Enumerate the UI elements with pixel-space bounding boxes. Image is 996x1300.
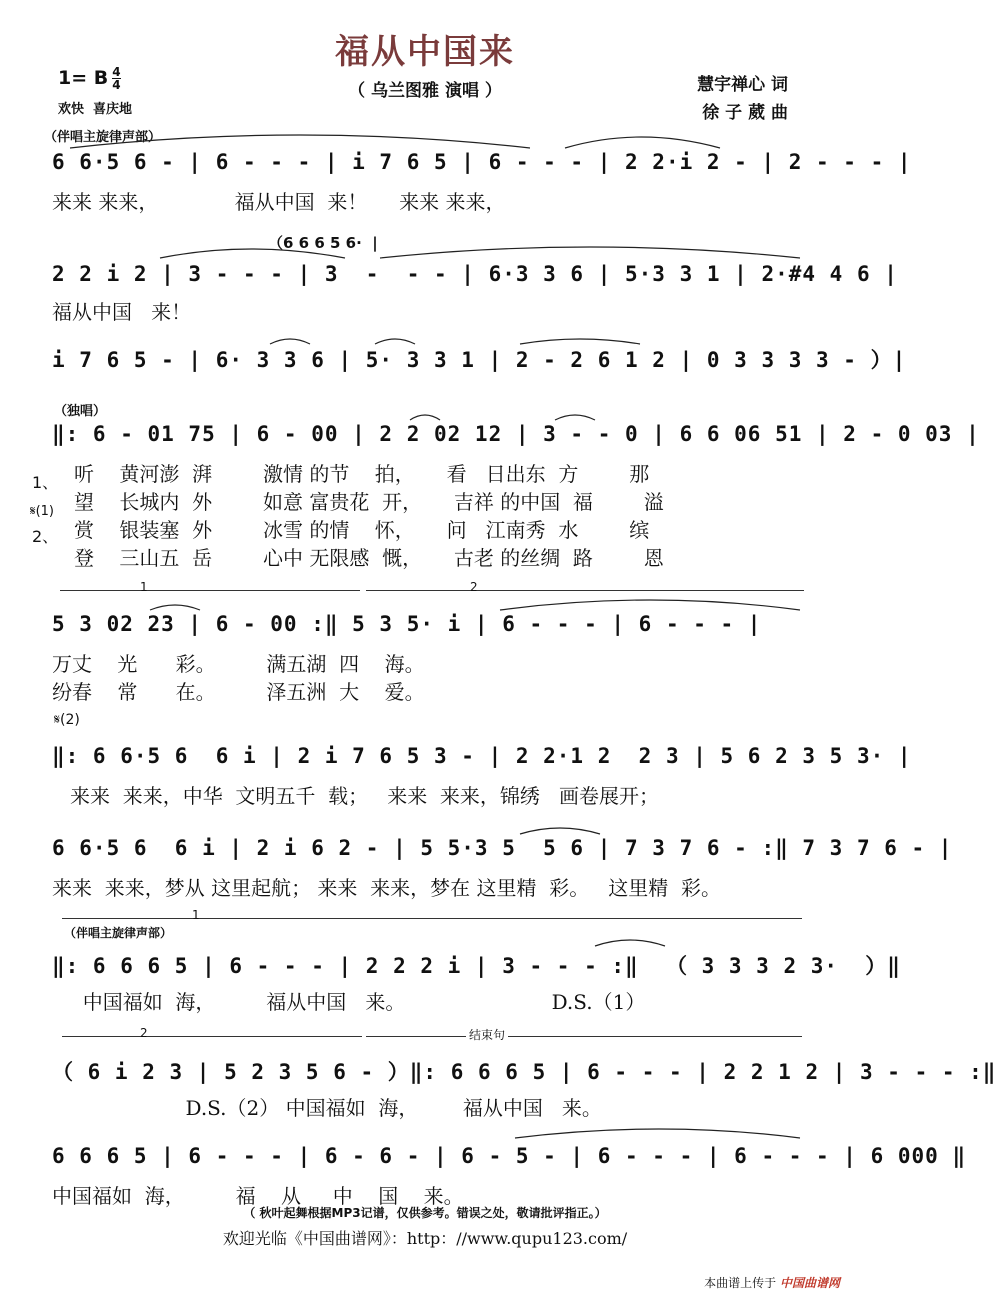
lyricist: 慧宇禅心 词 [697, 75, 788, 95]
row6-lyrics: 来来 来来，中华 文明五千 载； 来来 来来，锦绣 画卷展开； [70, 784, 660, 808]
page-title: 福从中国来 [335, 32, 515, 72]
row8-marker: （伴唱主旋律声部） [64, 926, 173, 940]
footer-note: （ 秋叶起舞根据MP3记谱，仅供参考。错误之处，敬请批评指正。） [243, 1206, 607, 1220]
time-denominator: 4 [112, 78, 121, 92]
row2-marker: （6 6 6 5 6· | [268, 234, 378, 252]
row8-volta-label: 1 [192, 908, 200, 922]
row4-lyrics-verse3: 赏 银装塞 外 冰雪 的情 怀， 问 江南秀 水 缤 [74, 518, 650, 542]
slur-arc [410, 415, 440, 420]
upload-prefix: 本曲谱上传于 [704, 1276, 777, 1290]
row5-lyrics-verse2: 纷春 常 在。 泽五洲 大 爱。 [52, 680, 425, 704]
slur-arc [270, 339, 310, 344]
slur-arc [160, 249, 345, 258]
row1-notes: 6 6·5 6 - | 6 - - - | i 7 6 5 | 6 - - - | 2 2·i 2 - | 2 - - - | [52, 150, 912, 174]
subtitle: （ 乌兰图雅 演唱 ） [348, 81, 502, 101]
row10-lyrics: 中国福如 海， 福 从 中 国 来。 [52, 1184, 464, 1208]
upload-site-logo[interactable]: 中国曲谱网 [779, 1276, 840, 1290]
slur-arc [555, 415, 595, 420]
row4-lyrics-verse4: 登 三山五 岳 心中 无限感 慨， 古老 的丝绸 路 恩 [74, 546, 664, 570]
row5-lyrics-verse1: 万丈 光 彩。 满五湖 四 海。 [52, 652, 425, 676]
slur-arc [595, 940, 665, 946]
composer: 徐 子 葳 曲 [702, 103, 788, 123]
slur-arc [565, 137, 720, 148]
segno-2-marker: 𝄋(2) [54, 712, 80, 728]
key-label: 1= B [58, 67, 109, 89]
row5-notes: 5 3 02 23 | 6 - 00 :‖ 5 3 5· i | 6 - - - | 6 - - - | [52, 612, 762, 636]
volta-1-label: 1 [140, 580, 148, 594]
row8-lyrics: 中国福如 海， 福从中国 来。 D.S.（1） [70, 990, 646, 1014]
slur-arc [380, 247, 800, 258]
row4-marker: （独唱） [54, 404, 107, 419]
row2-lyrics: 福从中国 来！ [52, 300, 192, 324]
volta-2-label: 2 [470, 580, 478, 594]
slur-arc [520, 828, 600, 834]
row4-notes: ‖: 6 - 01 75 | 6 - 00 | 2 2 02 12 | 3 - - 0 | 6 6 06 51 | 2 - 0 03 | [52, 422, 980, 446]
segno-label-1: 𝄋(1) [30, 504, 55, 519]
time-numerator: 4 [112, 65, 121, 79]
row2-notes: 2 2 i 2 | 3 - - - | 3 - - - | 6·3 3 6 | 5·3 3 1 | 2·#4 4 6 | [52, 262, 898, 286]
row3-notes: i 7 6 5 - | 6· 3 3 6 | 5· 3 3 1 | 2 - 2 6 1 2 | 0 3 3 3 3 - ）| [52, 348, 907, 372]
slur-arc [500, 600, 800, 610]
slur-arc [520, 339, 640, 344]
row9-volta-label: 2 [140, 1026, 148, 1040]
row4-lyrics-verse1: 听 黄河澎 湃 激情 的节 拍， 看 日出东 方 那 [74, 462, 650, 486]
tempo-marking: 欢快 喜庆地 [58, 102, 133, 117]
row4-lyrics-verse2: 望 长城内 外 如意 富贵花 开， 吉祥 的中国 福 溢 [74, 490, 664, 514]
row6-notes: ‖: 6 6·5 6 6 i | 2 i 7 6 5 3 - | 2 2·1 2 2 3 | 5 6 2 3 5 3· | [52, 744, 912, 768]
row1-lyrics: 来来 来来， 福从中国 来！ 来来 来来， [52, 190, 506, 214]
slur-arc [70, 135, 530, 148]
slur-arc [375, 339, 415, 344]
row7-notes: 6 6·5 6 6 i | 2 i 6 2 - | 5 5·3 5 5 6 | 7 3 7 6 - :‖ 7 3 7 6 - | [52, 836, 953, 860]
verse-label-2: 2、 [32, 527, 59, 546]
slur-arc [515, 1129, 800, 1138]
slur-arc [150, 605, 200, 610]
row7-lyrics: 来来 来来，梦从 这里起航； 来来 来来，梦在 这里精 彩。 这里精 彩。 [52, 876, 722, 900]
row1-marker: （伴唱主旋律声部） [44, 130, 162, 145]
ending-label: 结束句 [466, 1026, 508, 1043]
row8-notes: ‖: 6 6 6 5 | 6 - - - | 2 2 2 i | 3 - - - :‖ （ 3 3 3 2 3· ）‖ [52, 954, 901, 978]
welcome-text[interactable]: 欢迎光临《中国曲谱网》：http：//www.qupu123.com/ [222, 1229, 628, 1248]
row9-notes: （ 6 i 2 3 | 5 2 3 5 6 - ）‖: 6 6 6 5 | 6 - - - | 2 2 1 2 | 3 - - - :‖ [52, 1060, 996, 1084]
row9-lyrics: D.S.（2） 中国福如 海， 福从中国 来。 [52, 1096, 602, 1120]
row10-notes: 6 6 6 5 | 6 - - - | 6 - 6 - | 6 - 5 - | 6 - - - | 6 - - - | 6 000 ‖ [52, 1144, 967, 1168]
verse-label-1: 1、 [32, 473, 59, 492]
